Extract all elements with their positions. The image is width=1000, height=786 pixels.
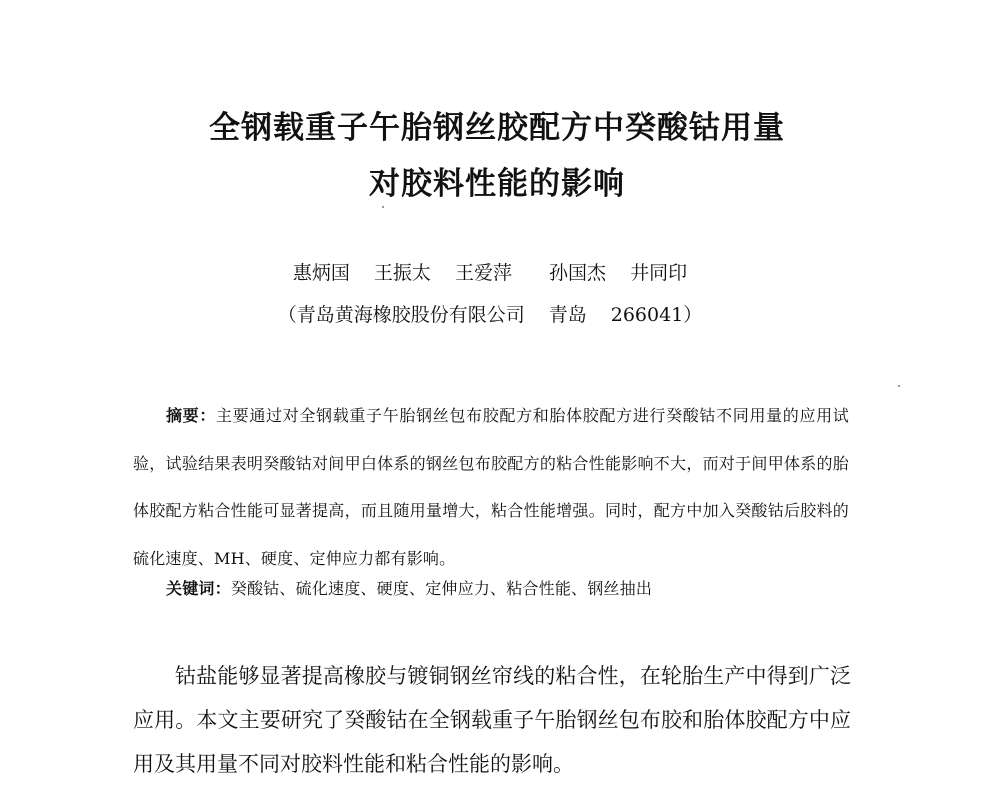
author-name: 惠炳国 <box>292 262 350 284</box>
abstract <box>133 392 849 582</box>
paper-title-line-2: 对胶料性能的影响 <box>369 166 625 202</box>
scan-speck <box>382 206 384 208</box>
affiliation-postcode: 266041） <box>610 304 703 326</box>
author-list <box>0 258 990 285</box>
scan-speck <box>898 385 900 387</box>
abstract-text: 主要通过对全钢载重子午胎钢丝包布胶配方和胎体胶配方进行癸酸钴不同用量的应用试验，试验结果表明癸酸钴对间甲白体系的钢丝包布胶配方的粘合性能影响不大，而对于间甲体系的胎体胶配方粘合性能可显著提高，而且随用量增大，粘合性能增强。同时，配方中加入癸酸钴后胶料的硫化速度、MH、硬度、定伸应力都有影响。 <box>133 406 849 568</box>
affiliation <box>0 300 990 327</box>
keywords <box>166 576 652 599</box>
affiliation-company: （青岛黄海橡胶股份有限公司 <box>277 304 525 326</box>
keywords-text: 癸酸钴、硫化速度、硬度、定伸应力、粘合性能、钢丝抽出 <box>230 579 653 598</box>
author-name: 孙国杰 <box>549 262 607 284</box>
paper-title-line-1: 全钢载重子午胎钢丝胶配方中癸酸钴用量 <box>209 110 785 146</box>
body-paragraph: 钴盐能够显著提高橡胶与镀铜钢丝帘线的粘合性，在轮胎生产中得到广泛应用。本文主要研究了癸酸钴在全钢载重子午胎钢丝包布胶和胎体胶配方中应用及其用量不同对胶料性能和粘合性能的影响。 <box>133 664 851 776</box>
author-name: 王爱萍 <box>454 262 512 284</box>
abstract-label: 摘要： <box>166 406 217 425</box>
author-name: 井同印 <box>630 262 688 284</box>
author-name: 王振太 <box>373 262 431 284</box>
affiliation-city: 青岛 <box>548 304 587 326</box>
keywords-label: 关键词： <box>166 579 231 598</box>
